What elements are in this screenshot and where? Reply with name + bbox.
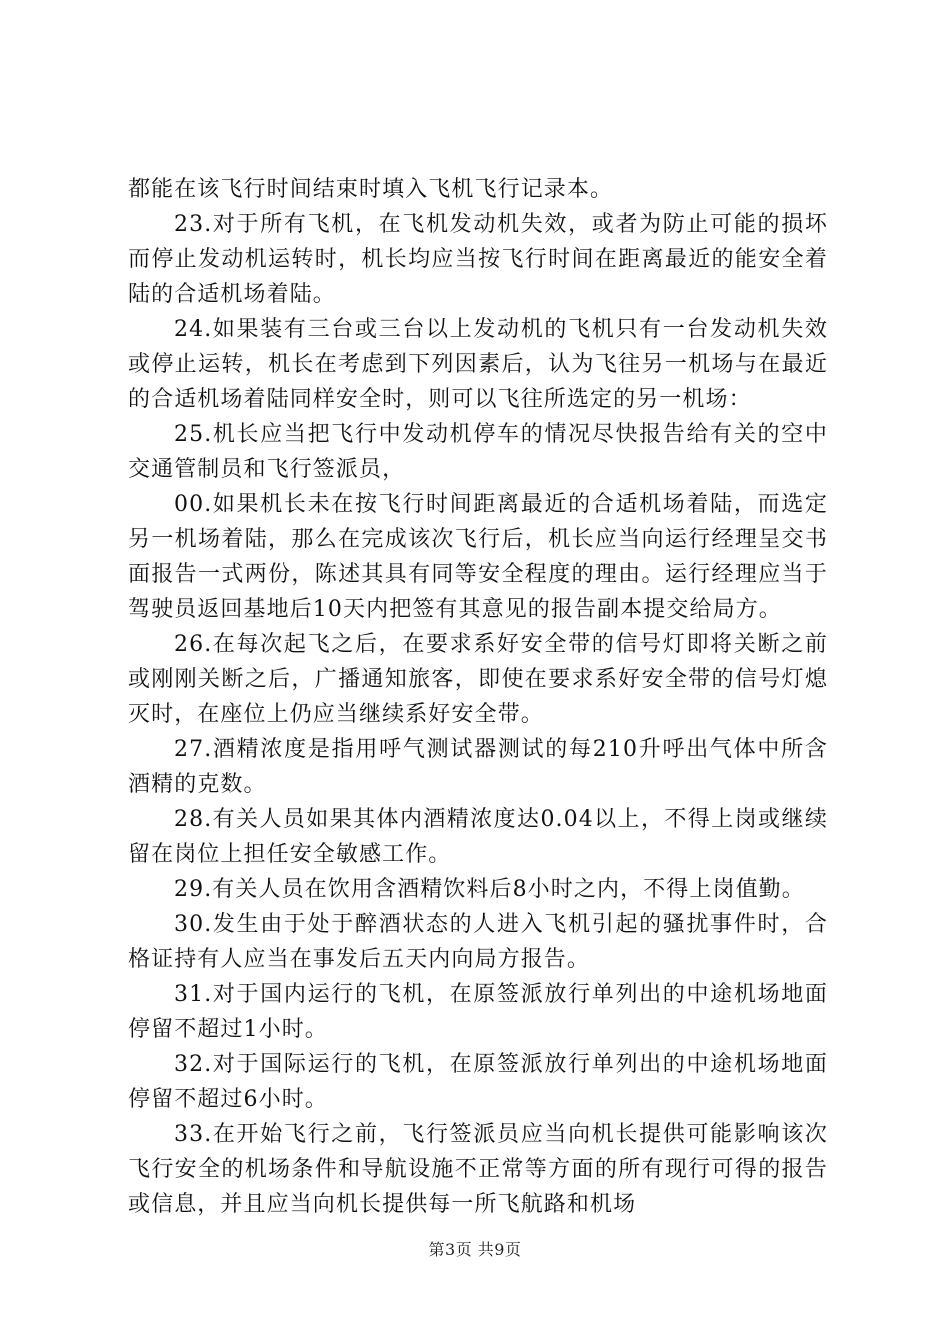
paragraph-3: 24.如果装有三台或三台以上发动机的飞机只有一台发动机失效或停止运转，机长在考虑到下列因素后，认为飞往另一机场与在最近的合适机场着陆同样安全时，则可以飞往所选定的另一机场：	[128, 317, 828, 412]
paragraph-1: 都能在该飞行时间结束时填入飞机飞行记录本。	[128, 177, 614, 202]
paragraph-12: 32.对于国际运行的飞机，在原签派放行单列出的中途机场地面停留不超过6小时。	[128, 1052, 828, 1112]
document-body	[128, 172, 828, 1222]
page-number-label: 第3页 共9页	[428, 1240, 522, 1259]
paragraph-7: 27.酒精浓度是指用呼气测试器测试的每210升呼出气体中所含酒精的克数。	[128, 737, 828, 797]
paragraph-5: 00.如果机长未在按飞行时间距离最近的合适机场着陆，而选定另一机场着陆，那么在完成该次飞行后，机长应当向运行经理呈交书面报告一式两份，陈述其具有同等安全程度的理由。运行经理应当于驾驶员返回基地后10天内把签有其意见的报告副本提交给局方。	[128, 492, 828, 622]
paragraph-10: 30.发生由于处于醉酒状态的人进入飞机引起的骚扰事件时，合格证持有人应当在事发后五天内向局方报告。	[128, 912, 828, 972]
paragraph-11: 31.对于国内运行的飞机，在原签派放行单列出的中途机场地面停留不超过1小时。	[128, 982, 828, 1042]
paragraph-2: 23.对于所有飞机，在飞机发动机失效，或者为防止可能的损坏而停止发动机运转时，机长均应当按飞行时间在距离最近的能安全着陆的合适机场着陆。	[128, 212, 828, 307]
paragraph-13: 33.在开始飞行之前，飞行签派员应当向机长提供可能影响该次飞行安全的机场条件和导航设施不正常等方面的所有现行可得的报告或信息，并且应当向机长提供每一所飞航路和机场	[128, 1122, 828, 1217]
paragraph-6: 26.在每次起飞之后，在要求系好安全带的信号灯即将关断之前或刚刚关断之后，广播通知旅客，即使在要求系好安全带的信号灯熄灭时，在座位上仍应当继续系好安全带。	[128, 632, 828, 727]
paragraph-8: 28.有关人员如果其体内酒精浓度达0.04以上，不得上岗或继续留在岗位上担任安全敏感工作。	[128, 807, 828, 867]
paragraph-4: 25.机长应当把飞行中发动机停车的情况尽快报告给有关的空中交通管制员和飞行签派员，	[128, 422, 828, 482]
paragraph-9: 29.有关人员在饮用含酒精饮料后8小时之内，不得上岗值勤。	[174, 877, 805, 902]
page-footer	[0, 1240, 950, 1260]
